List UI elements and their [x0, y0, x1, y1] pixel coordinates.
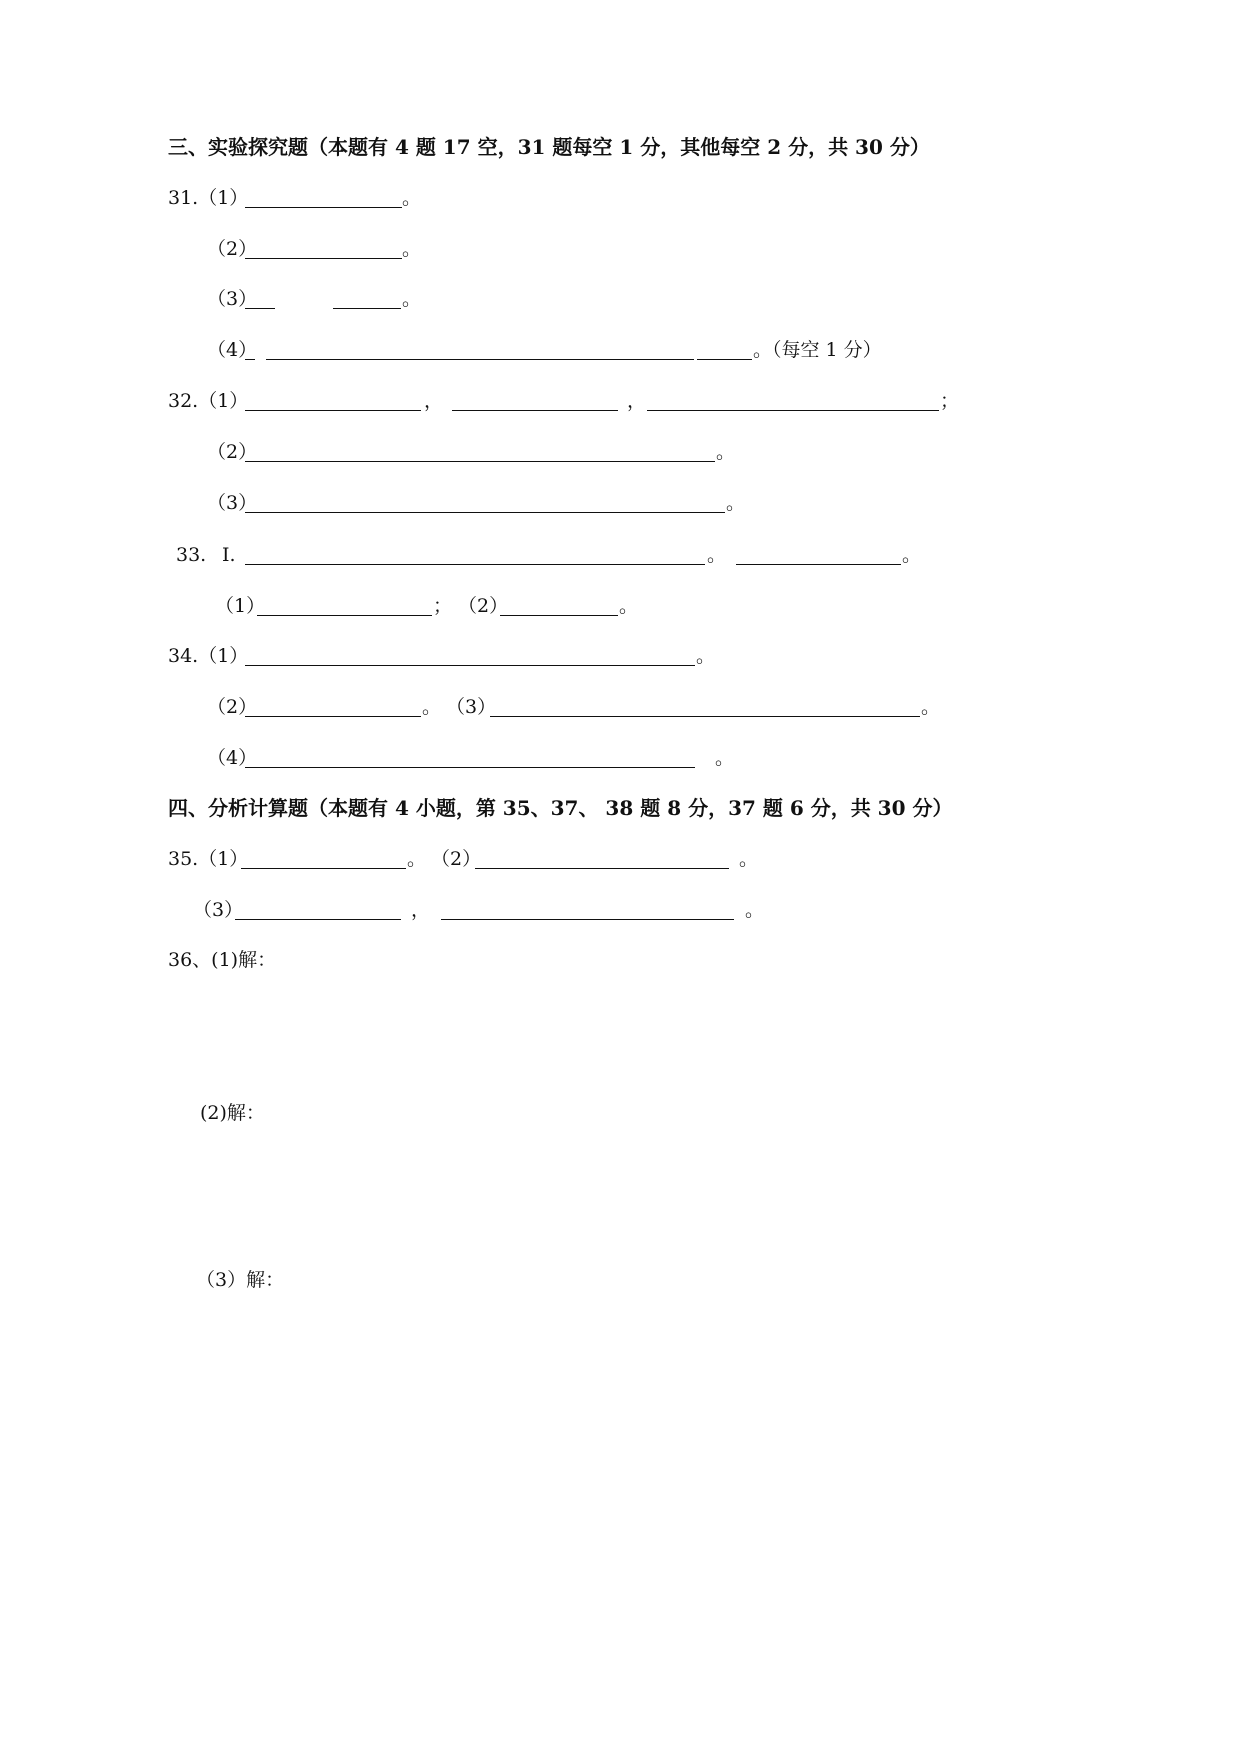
q31-4-blank-c[interactable]: [294, 359, 694, 360]
period-mark: 。: [716, 441, 736, 463]
period-mark: 。: [902, 544, 922, 566]
q34-1-blank[interactable]: [245, 665, 695, 666]
semicolon-mark: ；: [433, 595, 453, 617]
q35-3-label: （3）: [193, 899, 244, 921]
period-mark: 。: [402, 288, 422, 310]
q34-2-blank[interactable]: [245, 716, 421, 717]
q31-4-blank-d[interactable]: [697, 359, 752, 360]
q34-3-label: （3）: [446, 696, 497, 718]
period-mark: 。: [422, 696, 442, 718]
q32-label: 32.（1）: [168, 390, 249, 412]
q31-label: 31.（1）: [168, 187, 249, 209]
period-mark: 。: [726, 492, 746, 514]
q35-2-label: （2）: [431, 848, 482, 870]
q34-3-blank[interactable]: [490, 716, 920, 717]
q35-2-blank[interactable]: [475, 868, 729, 869]
q33-blank-b[interactable]: [736, 564, 901, 565]
q32-3-label: （3）: [207, 492, 258, 514]
q31-4-label: （4）: [207, 339, 258, 361]
period-mark: 。: [745, 899, 765, 921]
semicolon-mark: ；: [940, 390, 960, 412]
section-3-heading: 三、实验探究题（本题有 4 题 17 空，31 题每空 1 分，其他每空 2 分，共 30 分）: [168, 135, 930, 159]
q33-sub2-blank[interactable]: [500, 615, 618, 616]
q31-2-blank[interactable]: [245, 258, 402, 259]
period-mark: 。: [619, 595, 639, 617]
q34-label: 34.（1）: [168, 645, 249, 667]
comma-mark: ，: [627, 390, 647, 412]
comma-mark: ，: [411, 899, 431, 921]
q33-sub1-blank[interactable]: [257, 615, 432, 616]
comma-mark: ，: [424, 390, 444, 412]
section-4-heading: 四、分析计算题（本题有 4 小题，第 35、37、 38 题 8 分，37 题 6 分，共 30 分）: [168, 796, 953, 820]
q32-2-label: （2）: [207, 441, 258, 463]
period-mark: 。: [407, 848, 427, 870]
period-mark: 。: [707, 544, 727, 566]
q34-2-label: （2）: [207, 696, 258, 718]
q31-3-blank-b[interactable]: [333, 308, 401, 309]
q34-4-blank[interactable]: [245, 767, 695, 768]
q35-1-blank[interactable]: [241, 868, 406, 869]
period-mark: 。: [402, 238, 422, 260]
q33-sub1-label: （1）: [215, 595, 266, 617]
period-mark: 。: [921, 696, 941, 718]
q33-blank-a[interactable]: [245, 564, 705, 565]
q33-sub2-label: （2）: [458, 595, 509, 617]
q31-1-blank[interactable]: [245, 207, 402, 208]
q33-label: 33.: [176, 544, 207, 566]
q36-2-label: (2)解：: [200, 1102, 265, 1124]
q31-3-label: （3）: [207, 288, 258, 310]
q31-4-blank-b[interactable]: [266, 359, 294, 360]
q31-4-blank-a[interactable]: [245, 359, 255, 360]
q34-4-label: （4）: [207, 747, 258, 769]
period-mark: 。: [696, 645, 716, 667]
q35-3-blank-b[interactable]: [441, 919, 734, 920]
q32-1-blank-a[interactable]: [245, 410, 421, 411]
q36-3-label: （3）解：: [196, 1269, 285, 1291]
q33-roman-label: Ⅰ.: [222, 544, 236, 566]
q35-3-blank-a[interactable]: [235, 919, 401, 920]
period-mark: 。: [715, 747, 735, 769]
q32-1-blank-b[interactable]: [452, 410, 618, 411]
q32-1-blank-c[interactable]: [647, 410, 939, 411]
period-mark: 。: [739, 848, 759, 870]
q31-3-blank-a[interactable]: [245, 308, 275, 309]
period-mark: 。: [402, 187, 422, 209]
q32-3-blank[interactable]: [245, 512, 725, 513]
q31-2-label: （2）: [207, 238, 258, 260]
q36-1-label: 36、(1)解：: [168, 949, 277, 971]
q32-2-blank[interactable]: [245, 461, 715, 462]
q35-label: 35.（1）: [168, 848, 249, 870]
q31-4-note: 。（每空 1 分）: [753, 339, 882, 361]
